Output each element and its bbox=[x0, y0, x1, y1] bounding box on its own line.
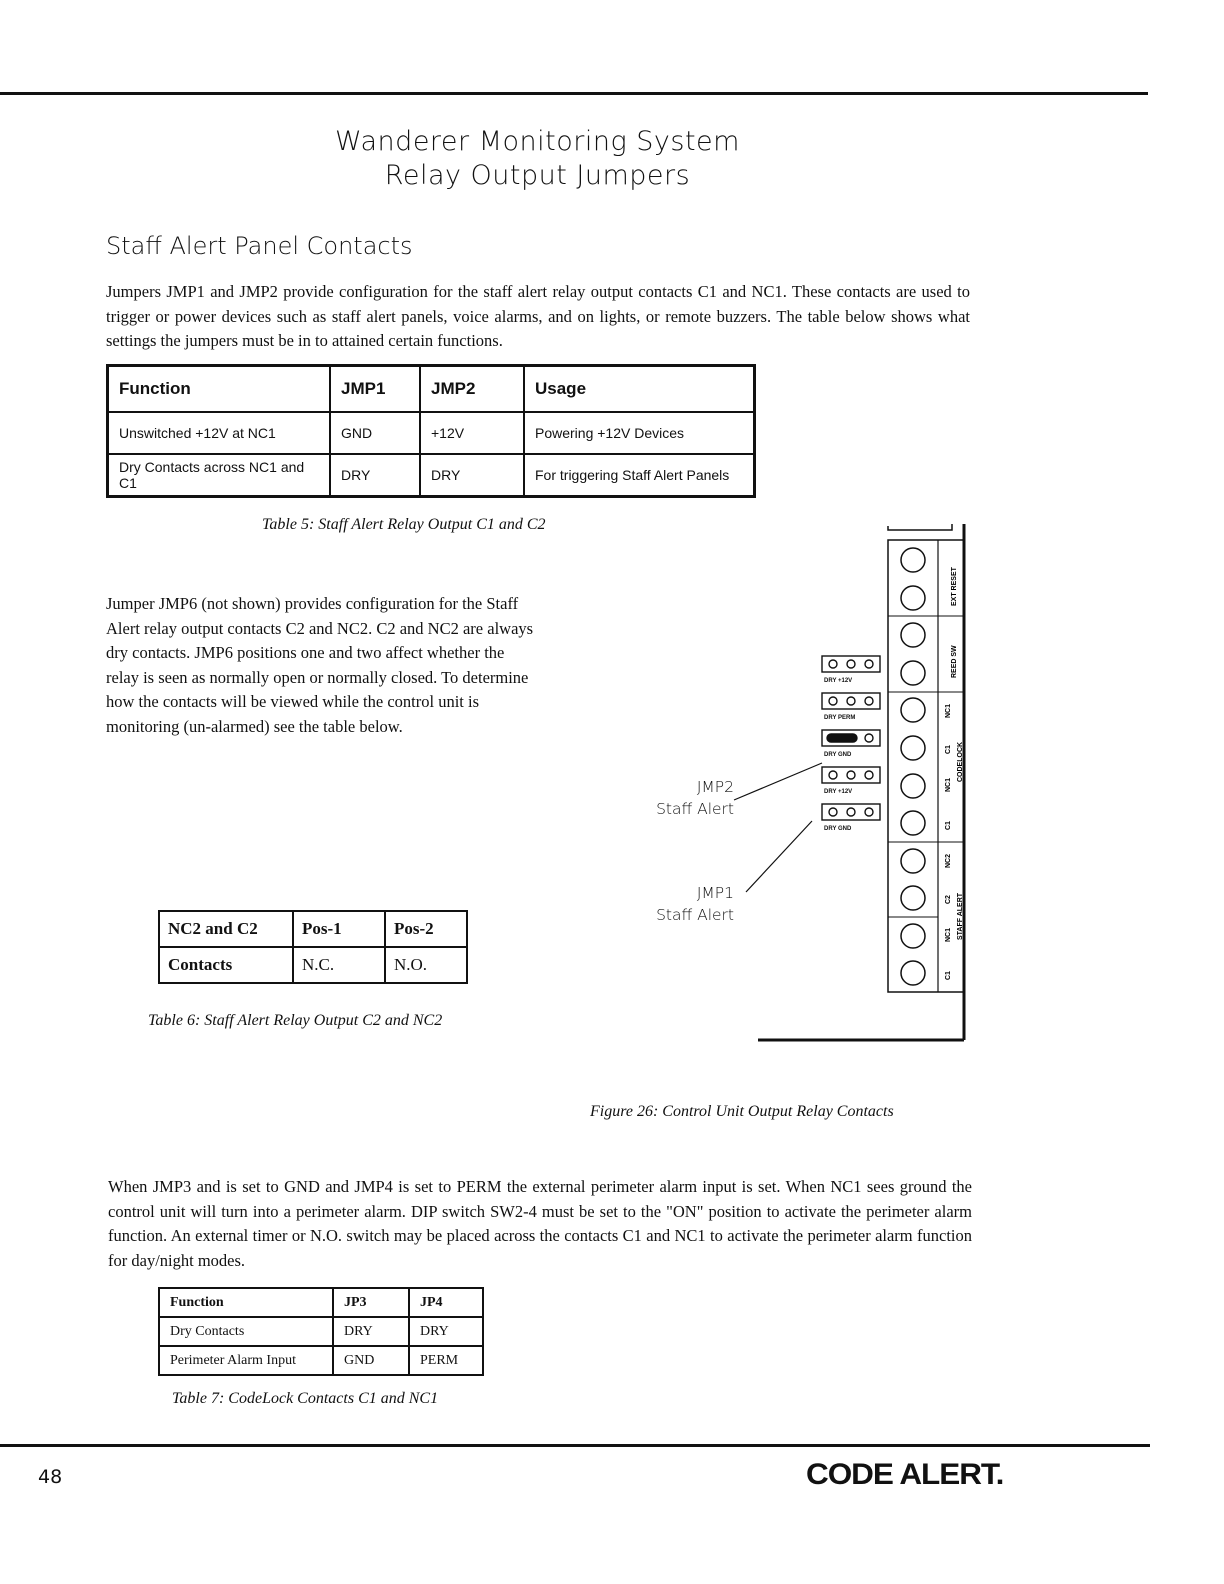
jumper-label: DRY PERM bbox=[824, 715, 856, 721]
jmp2-label-line1: JMP2 bbox=[696, 778, 734, 796]
table5-caption: Table 5: Staff Alert Relay Output C1 and C2 bbox=[262, 516, 546, 533]
terminal-label: REED SW bbox=[951, 645, 958, 678]
page-title-line2: Relay Output Jumpers bbox=[384, 160, 691, 191]
table-row bbox=[108, 454, 755, 497]
table-nc2-c2 bbox=[158, 910, 468, 984]
terminal-label: C1 bbox=[945, 971, 952, 980]
table-cell: DRY bbox=[330, 454, 420, 497]
table-cell: GND bbox=[330, 412, 420, 454]
table-header-row bbox=[159, 1288, 483, 1317]
terminal-label: NC2 bbox=[945, 853, 952, 868]
table-cell: DRY bbox=[409, 1317, 483, 1346]
table-cell: PERM bbox=[409, 1346, 483, 1375]
table-header-row bbox=[159, 911, 467, 947]
terminal-label: NC1 bbox=[945, 703, 952, 718]
table-cell: Dry Contacts across NC1 and C1 bbox=[108, 454, 331, 497]
table-row bbox=[159, 1317, 483, 1346]
table-header-cell: Pos-1 bbox=[293, 911, 385, 947]
jmp1-leader-line bbox=[746, 821, 812, 892]
jumper-label: DRY +12V bbox=[824, 789, 853, 795]
table-cell: GND bbox=[333, 1346, 409, 1375]
jumper-label: DRY +12V bbox=[824, 678, 853, 684]
table-cell: Contacts bbox=[159, 947, 293, 983]
table-header-cell: Function bbox=[159, 1288, 333, 1317]
jmp2-label bbox=[620, 776, 734, 820]
table-cell: Dry Contacts bbox=[159, 1317, 333, 1346]
terminal-labels bbox=[945, 566, 964, 980]
table-row bbox=[108, 412, 755, 454]
table-cell: DRY bbox=[333, 1317, 409, 1346]
table-header-cell: JMP2 bbox=[420, 366, 524, 413]
table-header-cell: JP4 bbox=[409, 1288, 483, 1317]
table-header-cell: Function bbox=[108, 366, 331, 413]
table-cell: DRY bbox=[420, 454, 524, 497]
table-header-cell: Usage bbox=[524, 366, 755, 413]
table-cell: Powering +12V Devices bbox=[524, 412, 755, 454]
table-codelock-c1-nc1 bbox=[158, 1287, 484, 1376]
table-header-cell: NC2 and C2 bbox=[159, 911, 293, 947]
figure26-caption: Figure 26: Control Unit Output Relay Contacts bbox=[590, 1103, 894, 1120]
jmp1-label bbox=[620, 882, 734, 926]
terminal-label: NC1 bbox=[945, 927, 952, 942]
paragraph-intro: Jumpers JMP1 and JMP2 provide configuration for the staff alert relay output contacts C1 and NC1. These contacts are used to trigger or power devices such as staff alert panels, voice alarms, and on lights, or remote buzzers. The table below shows what settings the jumpers must be in to attained certain functions. bbox=[106, 282, 970, 350]
section-heading: Staff Alert Panel Contacts bbox=[106, 232, 413, 260]
terminal-circles bbox=[901, 548, 925, 985]
terminal-label: NC1 bbox=[945, 777, 952, 792]
jumper-label: DRY GND bbox=[824, 826, 852, 832]
terminal-label: C1 bbox=[945, 821, 952, 830]
paragraph-jmp6: Jumper JMP6 (not shown) provides configuration for the Staff Alert relay output contacts C2 and NC2. C2 and NC2 are always dry contacts. JMP6 positions one and two affect whether the relay is seen as normally open or normally closed. To determine how the contacts will be viewed while the control unit is monitoring (un-alarmed) see the table below. bbox=[106, 594, 534, 736]
table-header-row bbox=[108, 366, 755, 413]
jmp2-leader-line bbox=[734, 763, 822, 800]
paragraph-perimeter: When JMP3 and is set to GND and JMP4 is set to PERM the external perimeter alarm input is set. When NC1 sees ground the control unit will turn into a perimeter alarm. DIP switch SW2-4 must be set to the "ON" position to activate the perimeter alarm function. An external timer or N.O. switch may be placed across the contacts C1 and NC1 to activate the perimeter alarm function for day/night modes. bbox=[108, 1177, 972, 1270]
page-title-line1: Wanderer Monitoring System bbox=[335, 126, 740, 157]
table-cell: For triggering Staff Alert Panels bbox=[524, 454, 755, 497]
terminal-label: C2 bbox=[945, 895, 952, 904]
bottom-rule bbox=[0, 1444, 1150, 1447]
table-header-cell: Pos-2 bbox=[385, 911, 467, 947]
jmp1-label-line2: Staff Alert bbox=[656, 906, 734, 924]
table-cell: +12V bbox=[420, 412, 524, 454]
table-header-cell: JMP1 bbox=[330, 366, 420, 413]
terminal-label: C1 bbox=[945, 745, 952, 754]
table-cell: Perimeter Alarm Input bbox=[159, 1346, 333, 1375]
table-cell: Unswitched +12V at NC1 bbox=[108, 412, 331, 454]
table7-caption: Table 7: CodeLock Contacts C1 and NC1 bbox=[172, 1390, 439, 1407]
table6-caption: Table 6: Staff Alert Relay Output C2 and NC2 bbox=[148, 1012, 443, 1029]
jmp1-label-line1: JMP1 bbox=[696, 884, 734, 902]
table-staff-alert-c1-c2 bbox=[106, 364, 756, 498]
terminal-label: EXT RESET bbox=[951, 567, 958, 606]
table-header-cell: JP3 bbox=[333, 1288, 409, 1317]
page-number: 48 bbox=[38, 1466, 63, 1488]
code-alert-logo: CODE ALERT. bbox=[806, 1458, 1004, 1491]
table-cell: N.O. bbox=[385, 947, 467, 983]
terminal-label: STAFF ALERT bbox=[957, 892, 964, 940]
jumper-label: DRY GND bbox=[824, 752, 852, 758]
terminal-label: CODELOCK bbox=[957, 741, 964, 782]
jmp2-label-line2: Staff Alert bbox=[656, 800, 734, 818]
table-cell: N.C. bbox=[293, 947, 385, 983]
table-row bbox=[159, 947, 467, 983]
top-rule bbox=[0, 92, 1148, 95]
table-row bbox=[159, 1346, 483, 1375]
